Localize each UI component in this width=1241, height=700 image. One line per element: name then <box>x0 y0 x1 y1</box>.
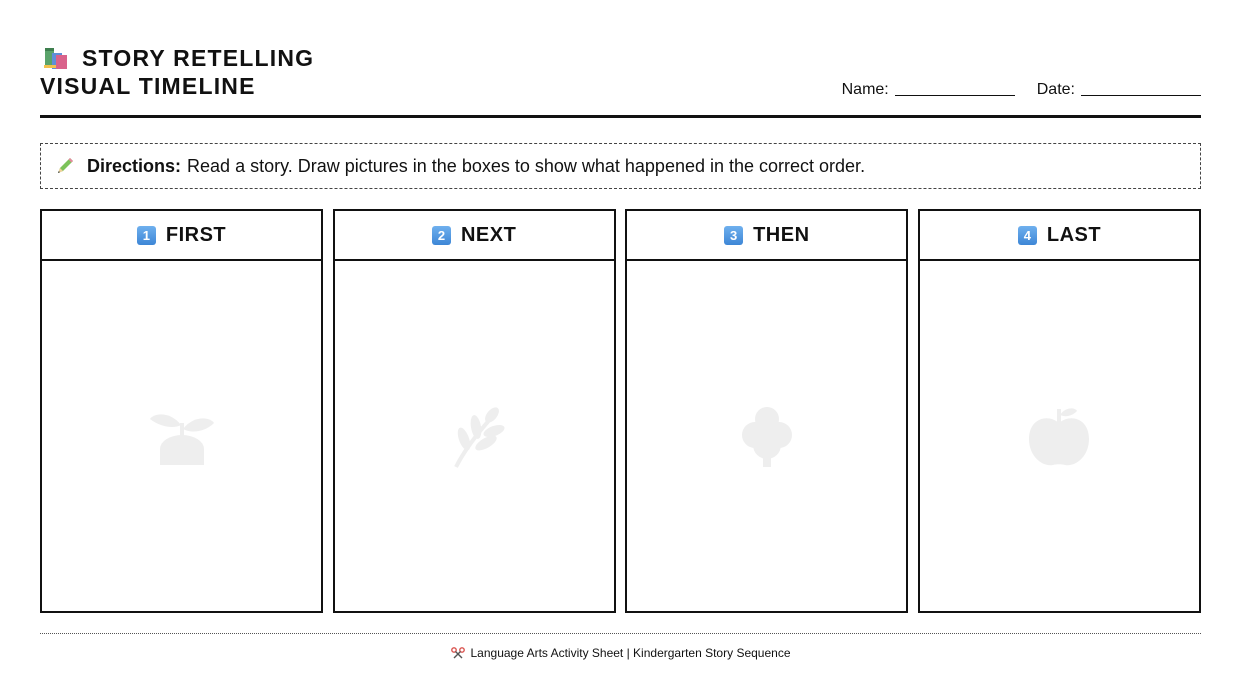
pencil-icon <box>55 156 75 176</box>
student-fields <box>842 80 1201 100</box>
panel-label: FIRST <box>165 223 227 246</box>
drawing-area[interactable] <box>920 259 1199 611</box>
number-badge: 3 <box>724 226 743 245</box>
panel-label: LAST <box>1046 223 1102 246</box>
panel-then <box>625 209 908 613</box>
panel-header <box>335 211 614 261</box>
drawing-area[interactable] <box>42 259 321 611</box>
books-icon <box>42 46 70 70</box>
panel-first <box>40 209 323 613</box>
panel-last <box>918 209 1201 613</box>
seedling-icon <box>150 405 214 471</box>
drawing-area[interactable] <box>335 259 614 611</box>
worksheet-page <box>40 0 1201 700</box>
directions-box <box>40 143 1201 189</box>
panel-next <box>333 209 616 613</box>
title-line-2: VISUAL TIMELINE <box>40 73 256 99</box>
directions-label: Directions: <box>87 155 182 176</box>
date-label: Date: <box>1036 81 1075 98</box>
footer-divider <box>40 633 1201 634</box>
name-label: Name: <box>841 81 889 98</box>
panel-header <box>42 211 321 261</box>
footer <box>40 645 1201 661</box>
drawing-area[interactable] <box>627 259 906 611</box>
name-blank[interactable] <box>895 94 1015 96</box>
scissors-icon <box>451 647 465 659</box>
panel-header <box>920 211 1199 261</box>
title-line-1 <box>42 45 314 71</box>
name-field[interactable] <box>842 80 1015 100</box>
date-blank[interactable] <box>1081 94 1201 96</box>
date-field[interactable] <box>1037 80 1201 100</box>
directions-text: Read a story. Draw pictures in the boxes to show what happened in the correct order. <box>187 155 866 176</box>
title-text-1: STORY RETELLING <box>82 45 315 71</box>
number-badge: 2 <box>432 226 451 245</box>
number-badge: 1 <box>137 226 156 245</box>
apple-icon <box>1027 405 1091 471</box>
number-badge: 4 <box>1018 226 1037 245</box>
sprig-icon <box>442 405 506 471</box>
panel-header <box>627 211 906 261</box>
panel-label: NEXT <box>460 223 517 246</box>
tree-icon <box>735 405 799 471</box>
panel-label: THEN <box>753 223 810 246</box>
footer-text: Language Arts Activity Sheet | Kindergarten Story Sequence <box>470 646 791 660</box>
timeline-panels <box>40 209 1201 613</box>
worksheet-header <box>40 44 1201 118</box>
